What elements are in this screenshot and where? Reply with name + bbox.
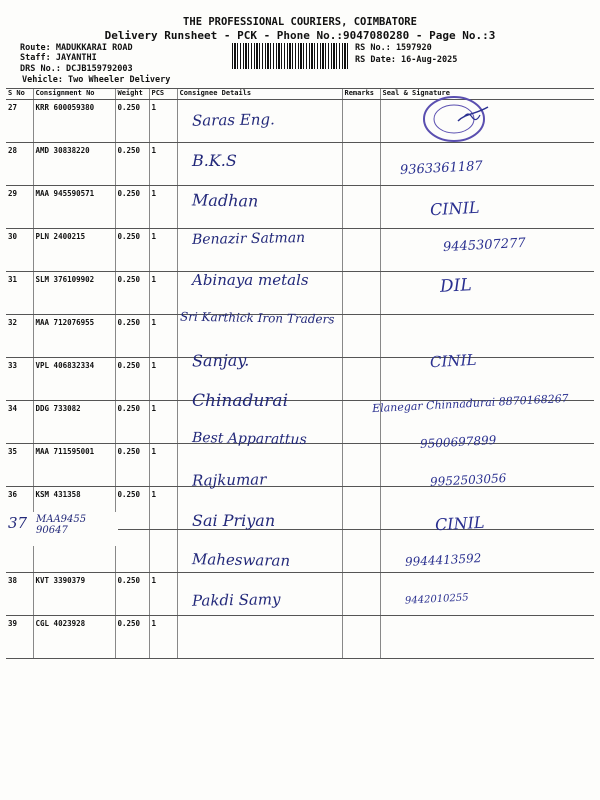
cell-consignment: MAA 945590571 — [33, 186, 115, 229]
drs-label: DRS No.: DCJB159792003 — [20, 64, 133, 74]
cell-pcs: 1 — [149, 487, 177, 530]
cell-weight: 0.250 — [115, 100, 149, 143]
signature-handwriting: CINIL — [429, 350, 477, 372]
cell-weight: 0.250 — [115, 143, 149, 186]
cell-sno: 30 — [6, 229, 33, 272]
consignee-handwriting: Rajkumar — [191, 470, 267, 490]
runsheet-table — [6, 88, 594, 659]
consignee-handwriting: Madhan — [191, 190, 259, 211]
cell-consignment: DDG 733082 — [33, 401, 115, 444]
cell-pcs: 1 — [149, 573, 177, 616]
cell-pcs — [149, 530, 177, 573]
cell-weight: 0.250 — [115, 358, 149, 401]
consignee-handwriting: Abinaya metals — [192, 271, 309, 289]
cell-pcs: 1 — [149, 358, 177, 401]
cell-signature — [380, 272, 594, 315]
cell-signature — [380, 315, 594, 358]
cell-pcs: 1 — [149, 272, 177, 315]
cell-weight: 0.250 — [115, 186, 149, 229]
cell-remarks — [342, 315, 380, 358]
route-label: Route: MADUKKARAI ROAD — [20, 43, 133, 53]
cell-consignee — [177, 616, 342, 659]
cell-consignment: PLN 2400215 — [33, 229, 115, 272]
cell-remarks — [342, 444, 380, 487]
cell-pcs: 1 — [149, 315, 177, 358]
consignee-handwriting: Maheswaran — [191, 550, 291, 570]
rs-date: RS Date: 16-Aug-2025 — [355, 55, 458, 65]
company-title: THE PROFESSIONAL COURIERS, COIMBATORE — [183, 16, 417, 28]
table-header — [6, 89, 594, 100]
handwritten-sno: 37 — [8, 514, 28, 532]
cell-pcs: 1 — [149, 143, 177, 186]
consignee-handwriting: Chinadurai — [192, 391, 289, 411]
cell-consignment: KSM 431358 — [33, 487, 115, 530]
signature-handwriting: 9363361187 — [399, 158, 484, 179]
consignee-handwriting: Best Apparattus — [191, 430, 307, 448]
cell-weight — [115, 530, 149, 573]
col-sno: S No — [6, 89, 33, 100]
company-seal-stamp — [414, 93, 498, 143]
signature-handwriting: DIL — [439, 275, 473, 297]
consignee-handwriting: Sai Priyan — [192, 511, 276, 530]
cell-pcs: 1 — [149, 229, 177, 272]
cell-sno: 38 — [6, 573, 33, 616]
cell-weight: 0.250 — [115, 487, 149, 530]
cell-sno: 27 — [6, 100, 33, 143]
cell-remarks — [342, 143, 380, 186]
col-consignment: Consignment No — [33, 89, 115, 100]
cell-sno: 39 — [6, 616, 33, 659]
cell-consignment: AMD 30838220 — [33, 143, 115, 186]
signature-handwriting: CINIL — [429, 197, 480, 220]
cell-consignment: CGL 4023928 — [33, 616, 115, 659]
cell-remarks — [342, 358, 380, 401]
cell-signature — [380, 616, 594, 659]
consignee-handwriting: B.K.S — [192, 151, 237, 170]
cell-weight: 0.250 — [115, 229, 149, 272]
cell-weight: 0.250 — [115, 315, 149, 358]
cell-remarks — [342, 616, 380, 659]
runsheet-title: Delivery Runsheet - PCK - Phone No.:9047080280 - Page No.:3 — [104, 29, 496, 42]
cell-weight: 0.250 — [115, 401, 149, 444]
cell-weight: 0.250 — [115, 444, 149, 487]
cell-pcs: 1 — [149, 100, 177, 143]
cell-signature — [380, 487, 594, 530]
barcode — [232, 43, 350, 69]
signature-handwriting: Elanegar Chinnadurai 8870168267 — [371, 391, 569, 416]
cell-sno: 33 — [6, 358, 33, 401]
cell-sno: 28 — [6, 143, 33, 186]
cell-sno: 35 — [6, 444, 33, 487]
table-row — [6, 358, 594, 401]
signature-handwriting: 9500697899 — [419, 433, 497, 451]
table-row — [6, 143, 594, 186]
cell-pcs: 1 — [149, 401, 177, 444]
table-row — [6, 100, 594, 143]
cell-sno: 34 — [6, 401, 33, 444]
cell-consignment: MAA 712076955 — [33, 315, 115, 358]
cell-remarks — [342, 100, 380, 143]
table-row — [6, 573, 594, 616]
cell-remarks — [342, 573, 380, 616]
cell-pcs: 1 — [149, 444, 177, 487]
cell-remarks — [342, 272, 380, 315]
signature-handwriting: 9944413592 — [404, 551, 482, 569]
consignee-handwriting: Sanjay. — [191, 350, 250, 371]
cell-remarks — [342, 530, 380, 573]
cell-remarks — [342, 487, 380, 530]
cell-signature — [380, 573, 594, 616]
signature-handwriting: 9952503056 — [429, 471, 507, 489]
cell-weight: 0.250 — [115, 616, 149, 659]
col-remarks: Remarks — [342, 89, 380, 100]
table-row — [6, 186, 594, 229]
consignee-handwriting: Sri Karthick Iron Traders — [179, 309, 335, 327]
cell-remarks — [342, 229, 380, 272]
table-row — [6, 616, 594, 659]
cell-consignment: KRR 600059380 — [33, 100, 115, 143]
cell-pcs: 1 — [149, 616, 177, 659]
cell-weight: 0.250 — [115, 272, 149, 315]
cell-remarks — [342, 186, 380, 229]
cell-pcs: 1 — [149, 186, 177, 229]
signature-handwriting: 9442010255 — [404, 592, 469, 607]
cell-signature — [380, 186, 594, 229]
cell-weight: 0.250 — [115, 573, 149, 616]
cell-consignment: KVT 3390379 — [33, 573, 115, 616]
cell-sno: 32 — [6, 315, 33, 358]
vehicle-label: Vehicle: Two Wheeler Delivery — [22, 75, 171, 85]
signature-handwriting: 9445307277 — [442, 235, 527, 256]
cell-sno: 36 — [6, 487, 33, 530]
handwritten-consignment: MAA9455 90647 — [36, 514, 87, 536]
staff-label: Staff: JAYANTHI — [20, 53, 97, 63]
cell-consignment: VPL 406832334 — [33, 358, 115, 401]
consignee-handwriting: Saras Eng. — [191, 110, 275, 130]
col-pcs: PCS — [149, 89, 177, 100]
col-weight: Weight — [115, 89, 149, 100]
cell-sno: 31 — [6, 272, 33, 315]
signature-handwriting: CINIL — [434, 512, 485, 535]
cell-consignment: MAA 711595001 — [33, 444, 115, 487]
rs-number: RS No.: 1597920 — [355, 43, 432, 53]
cell-sno: 29 — [6, 186, 33, 229]
consignee-handwriting: Pakdi Samy — [191, 590, 281, 610]
cell-consignment: SLM 376109902 — [33, 272, 115, 315]
col-consignee: Consignee Details — [177, 89, 342, 100]
consignee-handwriting: Benazir Satman — [191, 230, 306, 248]
col-signature: Seal & Signature — [380, 89, 594, 100]
